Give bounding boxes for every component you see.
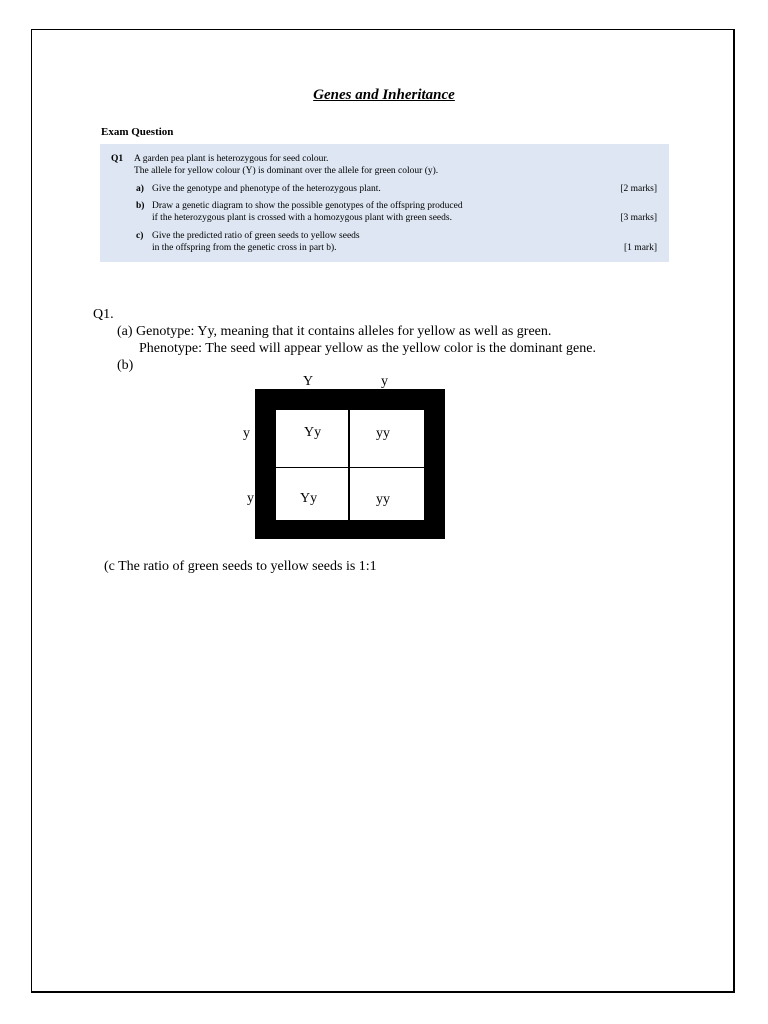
answer-a-genotype: (a) Genotype: Yy, meaning that it contains alleles for yellow as well as green.	[117, 324, 552, 339]
punnett-divider-vertical	[348, 410, 350, 520]
part-b-line-1: Draw a genetic diagram to show the possible genotypes of the offspring produced	[152, 201, 463, 211]
part-b-marks: [3 marks]	[620, 213, 657, 223]
punnett-cell: yy	[376, 426, 390, 441]
punnett-cell: yy	[376, 492, 390, 507]
top-allele-1: Y	[303, 374, 314, 389]
top-allele-2: y	[381, 374, 388, 389]
answer-c-text: (c The ratio of green seeds to yellow seeds is 1:1	[104, 559, 377, 574]
exam-question-box	[100, 144, 669, 262]
question-line-1: A garden pea plant is heterozygous for seed colour.	[134, 154, 329, 164]
side-allele-2: y	[247, 491, 254, 506]
exam-question-heading: Exam Question	[101, 126, 174, 138]
answer-label: Q1.	[93, 307, 114, 322]
part-c-letter: c)	[136, 231, 144, 241]
page-title: Genes and Inheritance	[313, 87, 455, 103]
part-c-line-1: Give the predicted ratio of green seeds to yellow seeds	[152, 231, 360, 241]
part-a-line-1: Give the genotype and phenotype of the heterozygous plant.	[152, 184, 381, 194]
side-allele-1: y	[243, 426, 250, 441]
question-number: Q1	[111, 154, 124, 164]
part-c-line-2: in the offspring from the genetic cross in part b).	[152, 243, 337, 253]
punnett-grid	[276, 410, 424, 520]
punnett-cell: Yy	[300, 491, 318, 506]
punnett-divider-horizontal	[276, 467, 424, 468]
part-b-line-2: if the heterozygous plant is crossed with a homozygous plant with green seeds.	[152, 213, 452, 223]
part-a-marks: [2 marks]	[620, 184, 657, 194]
part-a-letter: a)	[136, 184, 144, 194]
punnett-cell: Yy	[304, 425, 322, 440]
question-line-2: The allele for yellow colour (Y) is dominant over the allele for green colour (y).	[134, 166, 439, 176]
part-c-marks: [1 mark]	[624, 243, 657, 253]
answer-b-label: (b)	[117, 358, 134, 373]
answer-a-phenotype: Phenotype: The seed will appear yellow as the yellow color is the dominant gene.	[139, 341, 596, 356]
part-b-letter: b)	[136, 201, 145, 211]
